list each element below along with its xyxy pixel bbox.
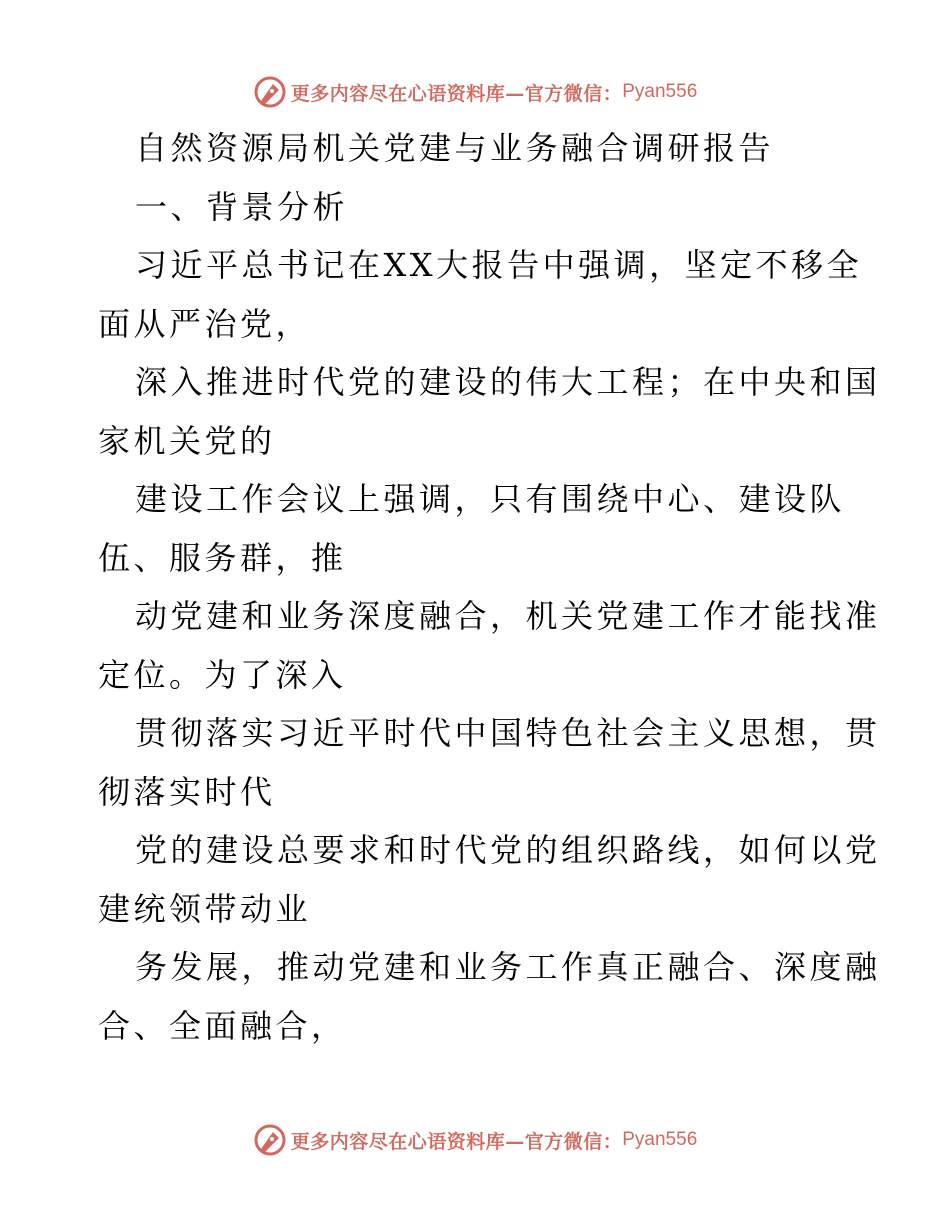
pen-nib-logo-icon	[253, 1123, 287, 1157]
watermark-banner-top	[0, 72, 950, 112]
body-text-line: 伍、服务群，推	[98, 538, 347, 577]
body-text-line: 面从严治党，	[98, 304, 312, 343]
body-text-line: 建设工作会议上强调，只有围绕中心、建设队	[135, 480, 846, 518]
body-text-line: 党的建设总要求和时代党的组织路线，如何以党	[135, 831, 881, 869]
body-text-line: 习近平总书记在XX大报告中强调，坚定不移全	[135, 246, 863, 284]
watermark-wechat-id: Pyan556	[622, 1129, 698, 1150]
body-text-line: 务发展，推动党建和业务工作真正融合、深度融	[135, 948, 881, 986]
body-text-line: 建统领带动业	[98, 889, 312, 928]
watermark-wechat-id: Pyan556	[622, 81, 698, 102]
body-text-line: 贯彻落实习近平时代中国特色社会主义思想，贯	[135, 714, 881, 752]
document-title: 自然资源局机关党建与业务融合调研报告	[135, 129, 775, 167]
body-text-line: 深入推进时代党的建设的伟大工程；在中央和国	[135, 363, 881, 401]
body-text-line: 动党建和业务深度融合，机关党建工作才能找准	[135, 597, 881, 635]
document-body	[98, 124, 881, 1060]
body-text-line: 彻落实时代	[98, 772, 276, 811]
watermark-banner-bottom	[0, 1120, 950, 1160]
body-text-line: 家机关党的	[98, 421, 276, 460]
body-text-line: 定位。为了深入	[98, 655, 347, 694]
body-text-line: 合、全面融合，	[98, 1006, 347, 1045]
watermark-text: 更多内容尽在心语资料库—官方微信：	[290, 1130, 623, 1153]
watermark-text: 更多内容尽在心语资料库—官方微信：	[290, 82, 623, 105]
section-heading: 一、背景分析	[135, 187, 349, 226]
pen-nib-logo-icon	[253, 75, 287, 109]
